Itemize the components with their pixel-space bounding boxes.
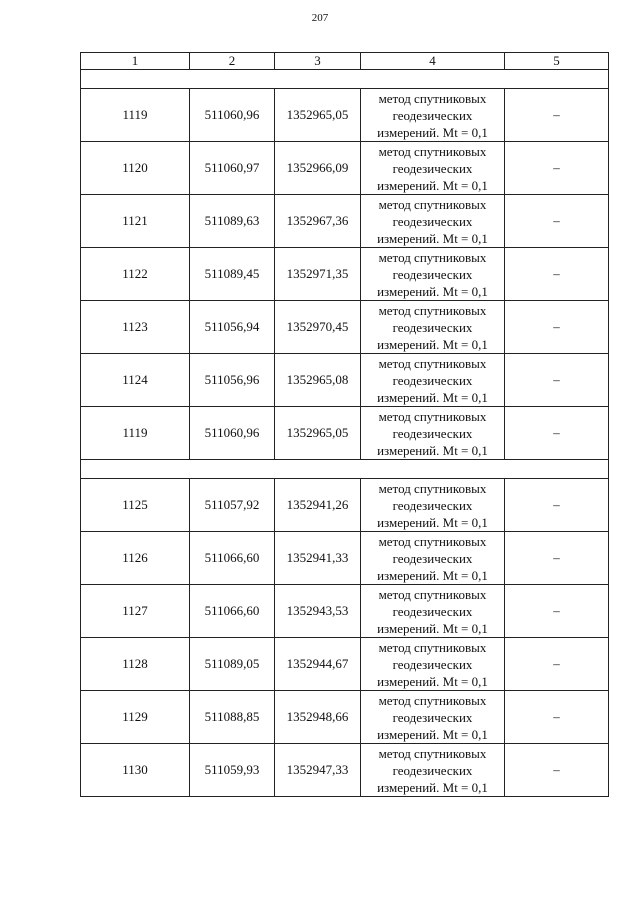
table-row — [81, 248, 609, 301]
table-row — [81, 638, 609, 691]
note-cell: – — [505, 479, 609, 532]
point-number-cell: 1120 — [81, 142, 190, 195]
x-coordinate-cell: 511089,63 — [190, 195, 275, 248]
y-coordinate-cell: 1352947,33 — [275, 744, 361, 797]
method-text-line: измерений. Mt = 0,1 — [377, 567, 488, 583]
point-number-cell: 1121 — [81, 195, 190, 248]
method-text-line: измерений. Mt = 0,1 — [377, 514, 488, 530]
method-text-line: геодезических — [392, 107, 473, 123]
method-cell — [361, 744, 505, 797]
header-cell: 1 — [81, 53, 190, 70]
method-cell — [361, 301, 505, 354]
header-cell: 3 — [275, 53, 361, 70]
method-cell — [361, 479, 505, 532]
method-cell — [361, 142, 505, 195]
y-coordinate-cell: 1352971,35 — [275, 248, 361, 301]
table-row — [81, 142, 609, 195]
method-text-line: измерений. Mt = 0,1 — [377, 673, 488, 689]
table-row — [81, 195, 609, 248]
method-cell — [361, 532, 505, 585]
y-coordinate-cell: 1352948,66 — [275, 691, 361, 744]
y-coordinate-cell: 1352944,67 — [275, 638, 361, 691]
group-separator-row — [81, 70, 609, 89]
point-number-cell: 1130 — [81, 744, 190, 797]
method-text-line: метод спутниковых — [378, 639, 487, 655]
point-number-cell: 1129 — [81, 691, 190, 744]
method-text-line: геодезических — [392, 603, 473, 619]
table-row — [81, 479, 609, 532]
note-cell: – — [505, 744, 609, 797]
x-coordinate-cell: 511088,85 — [190, 691, 275, 744]
method-text-line: геодезических — [392, 372, 473, 388]
note-cell: – — [505, 301, 609, 354]
x-coordinate-cell: 511059,93 — [190, 744, 275, 797]
note-cell: – — [505, 691, 609, 744]
note-cell: – — [505, 248, 609, 301]
y-coordinate-cell: 1352970,45 — [275, 301, 361, 354]
note-cell: – — [505, 532, 609, 585]
coordinates-table — [80, 52, 609, 797]
table-row — [81, 407, 609, 460]
method-text-line: геодезических — [392, 762, 473, 778]
y-coordinate-cell: 1352965,05 — [275, 407, 361, 460]
x-coordinate-cell: 511060,96 — [190, 407, 275, 460]
method-text-line: измерений. Mt = 0,1 — [377, 336, 488, 352]
y-coordinate-cell: 1352967,36 — [275, 195, 361, 248]
x-coordinate-cell: 511056,96 — [190, 354, 275, 407]
method-text-line: метод спутниковых — [378, 480, 487, 496]
table-row — [81, 532, 609, 585]
method-text-line: измерений. Mt = 0,1 — [377, 124, 488, 140]
table-header-row — [81, 53, 609, 70]
method-text-line: метод спутниковых — [378, 745, 487, 761]
method-cell — [361, 585, 505, 638]
method-text-line: метод спутниковых — [378, 355, 487, 371]
group-separator-cell — [81, 460, 609, 479]
page-number: 207 — [311, 12, 329, 24]
point-number-cell: 1125 — [81, 479, 190, 532]
method-text-line: измерений. Mt = 0,1 — [377, 283, 488, 299]
method-text-line: измерений. Mt = 0,1 — [377, 620, 488, 636]
method-text-line: геодезических — [392, 425, 473, 441]
method-text-line: метод спутниковых — [378, 143, 487, 159]
method-text-line: геодезических — [392, 266, 473, 282]
x-coordinate-cell: 511060,97 — [190, 142, 275, 195]
method-text-line: измерений. Mt = 0,1 — [377, 230, 488, 246]
x-coordinate-cell: 511057,92 — [190, 479, 275, 532]
point-number-cell: 1123 — [81, 301, 190, 354]
method-text-line: метод спутниковых — [378, 692, 487, 708]
x-coordinate-cell: 511066,60 — [190, 585, 275, 638]
table-row — [81, 89, 609, 142]
note-cell: – — [505, 354, 609, 407]
point-number-cell: 1122 — [81, 248, 190, 301]
method-cell — [361, 248, 505, 301]
point-number-cell: 1126 — [81, 532, 190, 585]
point-number-cell: 1119 — [81, 89, 190, 142]
method-cell — [361, 89, 505, 142]
note-cell: – — [505, 585, 609, 638]
note-cell: – — [505, 89, 609, 142]
method-text-line: метод спутниковых — [378, 90, 487, 106]
method-text-line: метод спутниковых — [378, 249, 487, 265]
method-text-line: измерений. Mt = 0,1 — [377, 389, 488, 405]
table-row — [81, 585, 609, 638]
group-separator-row — [81, 460, 609, 479]
method-text-line: метод спутниковых — [378, 302, 487, 318]
method-cell — [361, 691, 505, 744]
x-coordinate-cell: 511089,45 — [190, 248, 275, 301]
method-text-line: метод спутниковых — [378, 408, 487, 424]
method-text-line: измерений. Mt = 0,1 — [377, 442, 488, 458]
method-text-line: геодезических — [392, 319, 473, 335]
group-separator-cell — [81, 70, 609, 89]
x-coordinate-cell: 511056,94 — [190, 301, 275, 354]
method-text-line: геодезических — [392, 550, 473, 566]
y-coordinate-cell: 1352965,05 — [275, 89, 361, 142]
method-text-line: измерений. Mt = 0,1 — [377, 779, 488, 795]
note-cell: – — [505, 142, 609, 195]
point-number-cell: 1128 — [81, 638, 190, 691]
point-number-cell: 1119 — [81, 407, 190, 460]
header-cell: 2 — [190, 53, 275, 70]
table-row — [81, 301, 609, 354]
method-text-line: геодезических — [392, 709, 473, 725]
header-cell: 5 — [505, 53, 609, 70]
method-text-line: геодезических — [392, 160, 473, 176]
y-coordinate-cell: 1352941,33 — [275, 532, 361, 585]
method-cell — [361, 354, 505, 407]
table-row — [81, 744, 609, 797]
method-text-line: геодезических — [392, 656, 473, 672]
x-coordinate-cell: 511089,05 — [190, 638, 275, 691]
table-row — [81, 691, 609, 744]
table-row — [81, 354, 609, 407]
point-number-cell: 1127 — [81, 585, 190, 638]
method-text-line: метод спутниковых — [378, 533, 487, 549]
note-cell: – — [505, 638, 609, 691]
y-coordinate-cell: 1352941,26 — [275, 479, 361, 532]
y-coordinate-cell: 1352966,09 — [275, 142, 361, 195]
method-text-line: метод спутниковых — [378, 586, 487, 602]
method-text-line: измерений. Mt = 0,1 — [377, 177, 488, 193]
table-body — [81, 70, 609, 797]
method-cell — [361, 407, 505, 460]
x-coordinate-cell: 511066,60 — [190, 532, 275, 585]
x-coordinate-cell: 511060,96 — [190, 89, 275, 142]
method-text-line: измерений. Mt = 0,1 — [377, 726, 488, 742]
y-coordinate-cell: 1352965,08 — [275, 354, 361, 407]
method-text-line: геодезических — [392, 497, 473, 513]
method-text-line: метод спутниковых — [378, 196, 487, 212]
method-cell — [361, 195, 505, 248]
method-cell — [361, 638, 505, 691]
header-cell: 4 — [361, 53, 505, 70]
point-number-cell: 1124 — [81, 354, 190, 407]
note-cell: – — [505, 407, 609, 460]
method-text-line: геодезических — [392, 213, 473, 229]
y-coordinate-cell: 1352943,53 — [275, 585, 361, 638]
note-cell: – — [505, 195, 609, 248]
